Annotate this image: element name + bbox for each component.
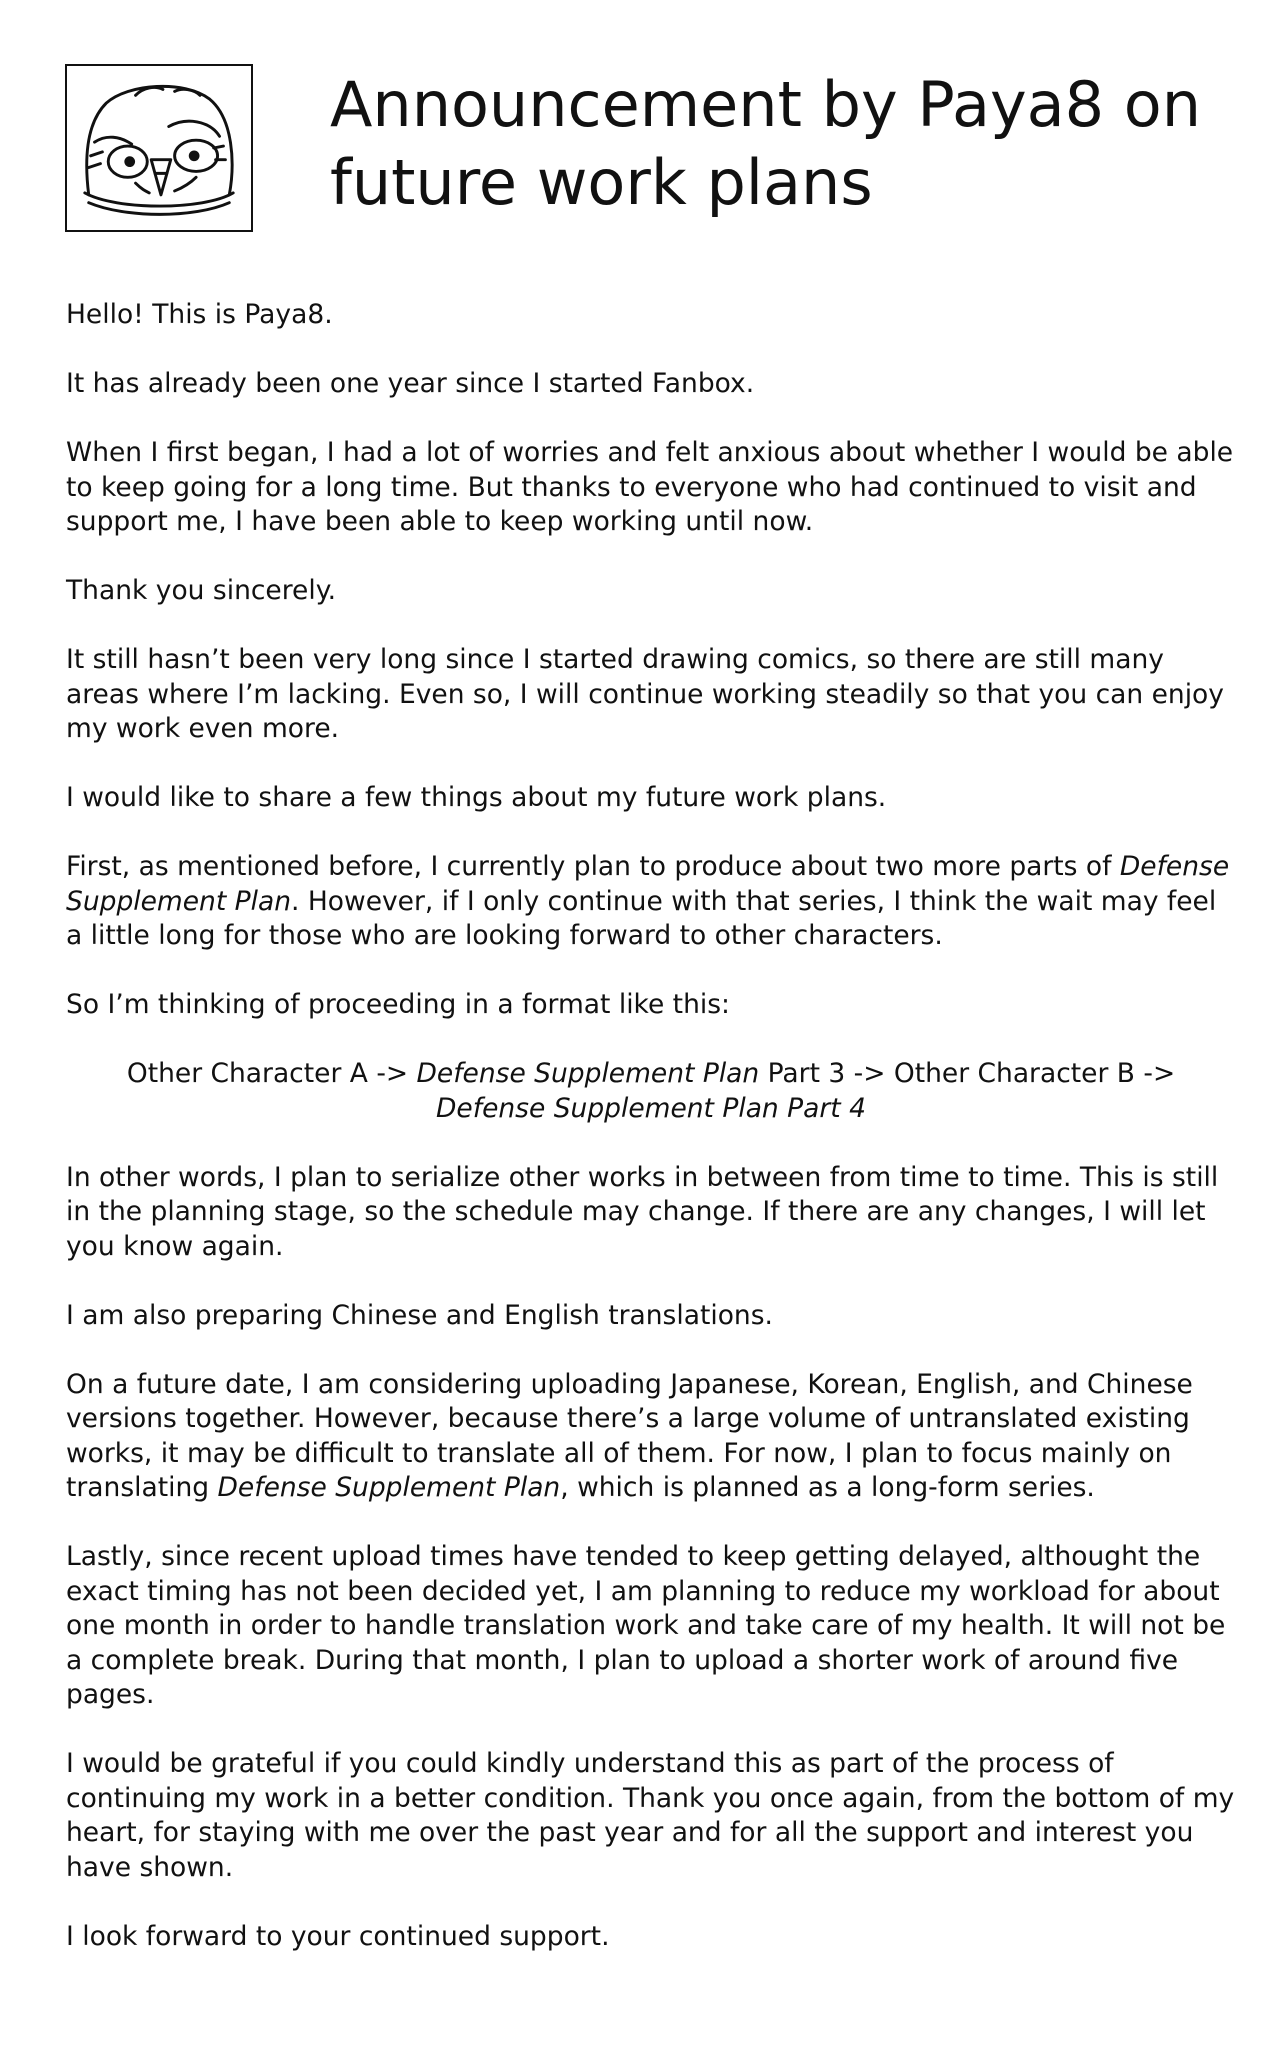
grateful-paragraph: I would be grateful if you could kindly understand this as part of the process of continuing my work in a better condition. Thank you once again, from the bottom of my heart, for staying with me over the past year and for all the support and interest you have shown. [66, 1748, 1235, 1883]
serialize-paragraph: In other words, I plan to serialize other works in between from time to time. This is still in the planning stage, so the schedule may change. If there are any changes, I will let you know again. [66, 1161, 1219, 1262]
series-title: Defense Supplement Plan [66, 851, 1230, 917]
future-date-text-b: , which is planned as a long-form series. [560, 1472, 1095, 1503]
worries-paragraph: When I first began, I had a lot of worries and felt anxious about whether I would be able to keep going for a long time. But thanks to everyone who had continued to visit and support me, I have been able to keep working until now. [66, 437, 1234, 537]
letter-body [66, 298, 1236, 1989]
schedule-text-c: Defense Supplement Plan Part 4 [436, 1092, 866, 1124]
translations-paragraph: I am also preparing Chinese and English translations. [66, 1299, 773, 1331]
plan-text-a: First, as mentioned before, I currently plan to produce about two more parts of [66, 851, 1120, 882]
plan-text-b: . However, if I only continue with that series, I think the wait may feel a little long for those who are looking forward to other characters. [66, 885, 1217, 951]
greeting-paragraph: Hello! This is Paya8. [66, 299, 333, 330]
format-intro-paragraph: So I’m thinking of proceeding in a format like this: [66, 989, 730, 1020]
closing-paragraph: I look forward to your continued support. [66, 1920, 610, 1952]
schedule-series-title: Defense Supplement Plan [416, 1058, 760, 1089]
future-date-series-title: Defense Supplement Plan [217, 1472, 561, 1503]
lacking-paragraph: It still hasn’t been very long since I started drawing comics, so there are still many areas where I’m lacking. Even so, I will continue working steadily so that you can enjoy my work even more. [66, 644, 1224, 744]
plan-paragraph [66, 850, 1236, 954]
future-date-paragraph [66, 1368, 1236, 1506]
thanks-paragraph: Thank you sincerely. [66, 575, 337, 606]
future-date-text-a: On a future date, I am considering uploading Japanese, Korean, English, and Chinese versions together. However, because there’s a large volume of untranslated existing works, it may be difficult to translate all of them. For now, I plan to focus mainly on translating [66, 1368, 1193, 1503]
schedule-text-a: Other Character A -> [126, 1058, 417, 1089]
schedule-paragraph [66, 1057, 1236, 1126]
share-intro-paragraph: I would like to share a few things about my future work plans. [66, 782, 887, 813]
anniversary-paragraph: It has already been one year since I started Fanbox. [66, 368, 755, 399]
lastly-paragraph: Lastly, since recent upload times have tended to keep getting delayed, althought the exact timing has not been decided yet, I am planning to reduce my workload for about one month in order to handle translation work and take care of my health. It will not be a complete break. During that month, I plan to upload a shorter work of around five pages. [66, 1541, 1226, 1710]
owl-face-icon [67, 66, 251, 230]
page-title [330, 66, 1230, 222]
title-line-2: future work plans [330, 146, 873, 219]
schedule-text-b: Part 3 -> Other Character B -> [759, 1058, 1176, 1089]
avatar [65, 64, 253, 232]
title-line-1: Announcement by Paya8 on [330, 68, 1202, 141]
